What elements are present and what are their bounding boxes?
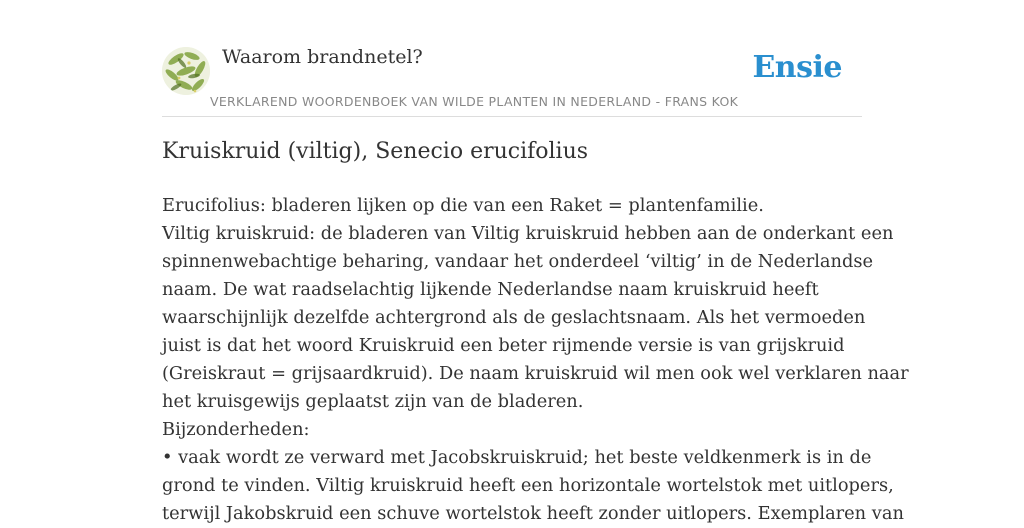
body-line: Erucifolius: bladeren lijken op die van een Raket = plantenfamilie. [162,195,764,216]
brand-logo-link[interactable]: Ensie [752,50,842,85]
body-line: naam. De wat raadselachtig lijkende Nederlandse naam kruiskruid heeft [162,279,819,300]
body-line: waarschijnlijk dezelfde achtergrond als de geslachtsnaam. Als het vermoeden [162,307,866,328]
entry-body [162,192,909,528]
book-title-link[interactable]: Waarom brandnetel? [222,46,423,68]
body-line: spinnenwebachtige beharing, vandaar het onderdeel ‘viltig’ in de Nederlandse [162,251,874,272]
book-subtitle: VERKLAREND WOORDENBOEK VAN WILDE PLANTEN IN NEDERLAND - FRANS KOK [210,94,739,109]
body-line: juist is dat het woord Kruiskruid een beter rijmende versie is van grijskruid [162,335,845,356]
body-line: terwijl Jakobskruid een schuve wortelstok heeft zonder uitlopers. Exemplaren van [162,503,904,524]
body-line: (Greiskraut = grijsaardkruid). De naam kruiskruid wil men ook wel verklaren naar [162,363,909,384]
book-header [162,44,862,117]
bullet-line: • vaak wordt ze verward met Jacobskruiskruid; het beste veldkenmerk is in de [162,447,872,468]
body-line: het kruisgewijs geplaatst zijn van de bladeren. [162,391,584,412]
fern-leaves-icon[interactable] [162,47,210,95]
body-line: grond te vinden. Viltig kruiskruid heeft een horizontale wortelstok met uitlopers, [162,475,894,496]
entry-title: Kruiskruid (viltig), Senecio erucifolius [162,139,589,164]
body-line: Viltig kruiskruid: de bladeren van Viltig kruiskruid hebben aan de onderkant een [162,223,894,244]
section-label: Bijzonderheden: [162,419,310,440]
